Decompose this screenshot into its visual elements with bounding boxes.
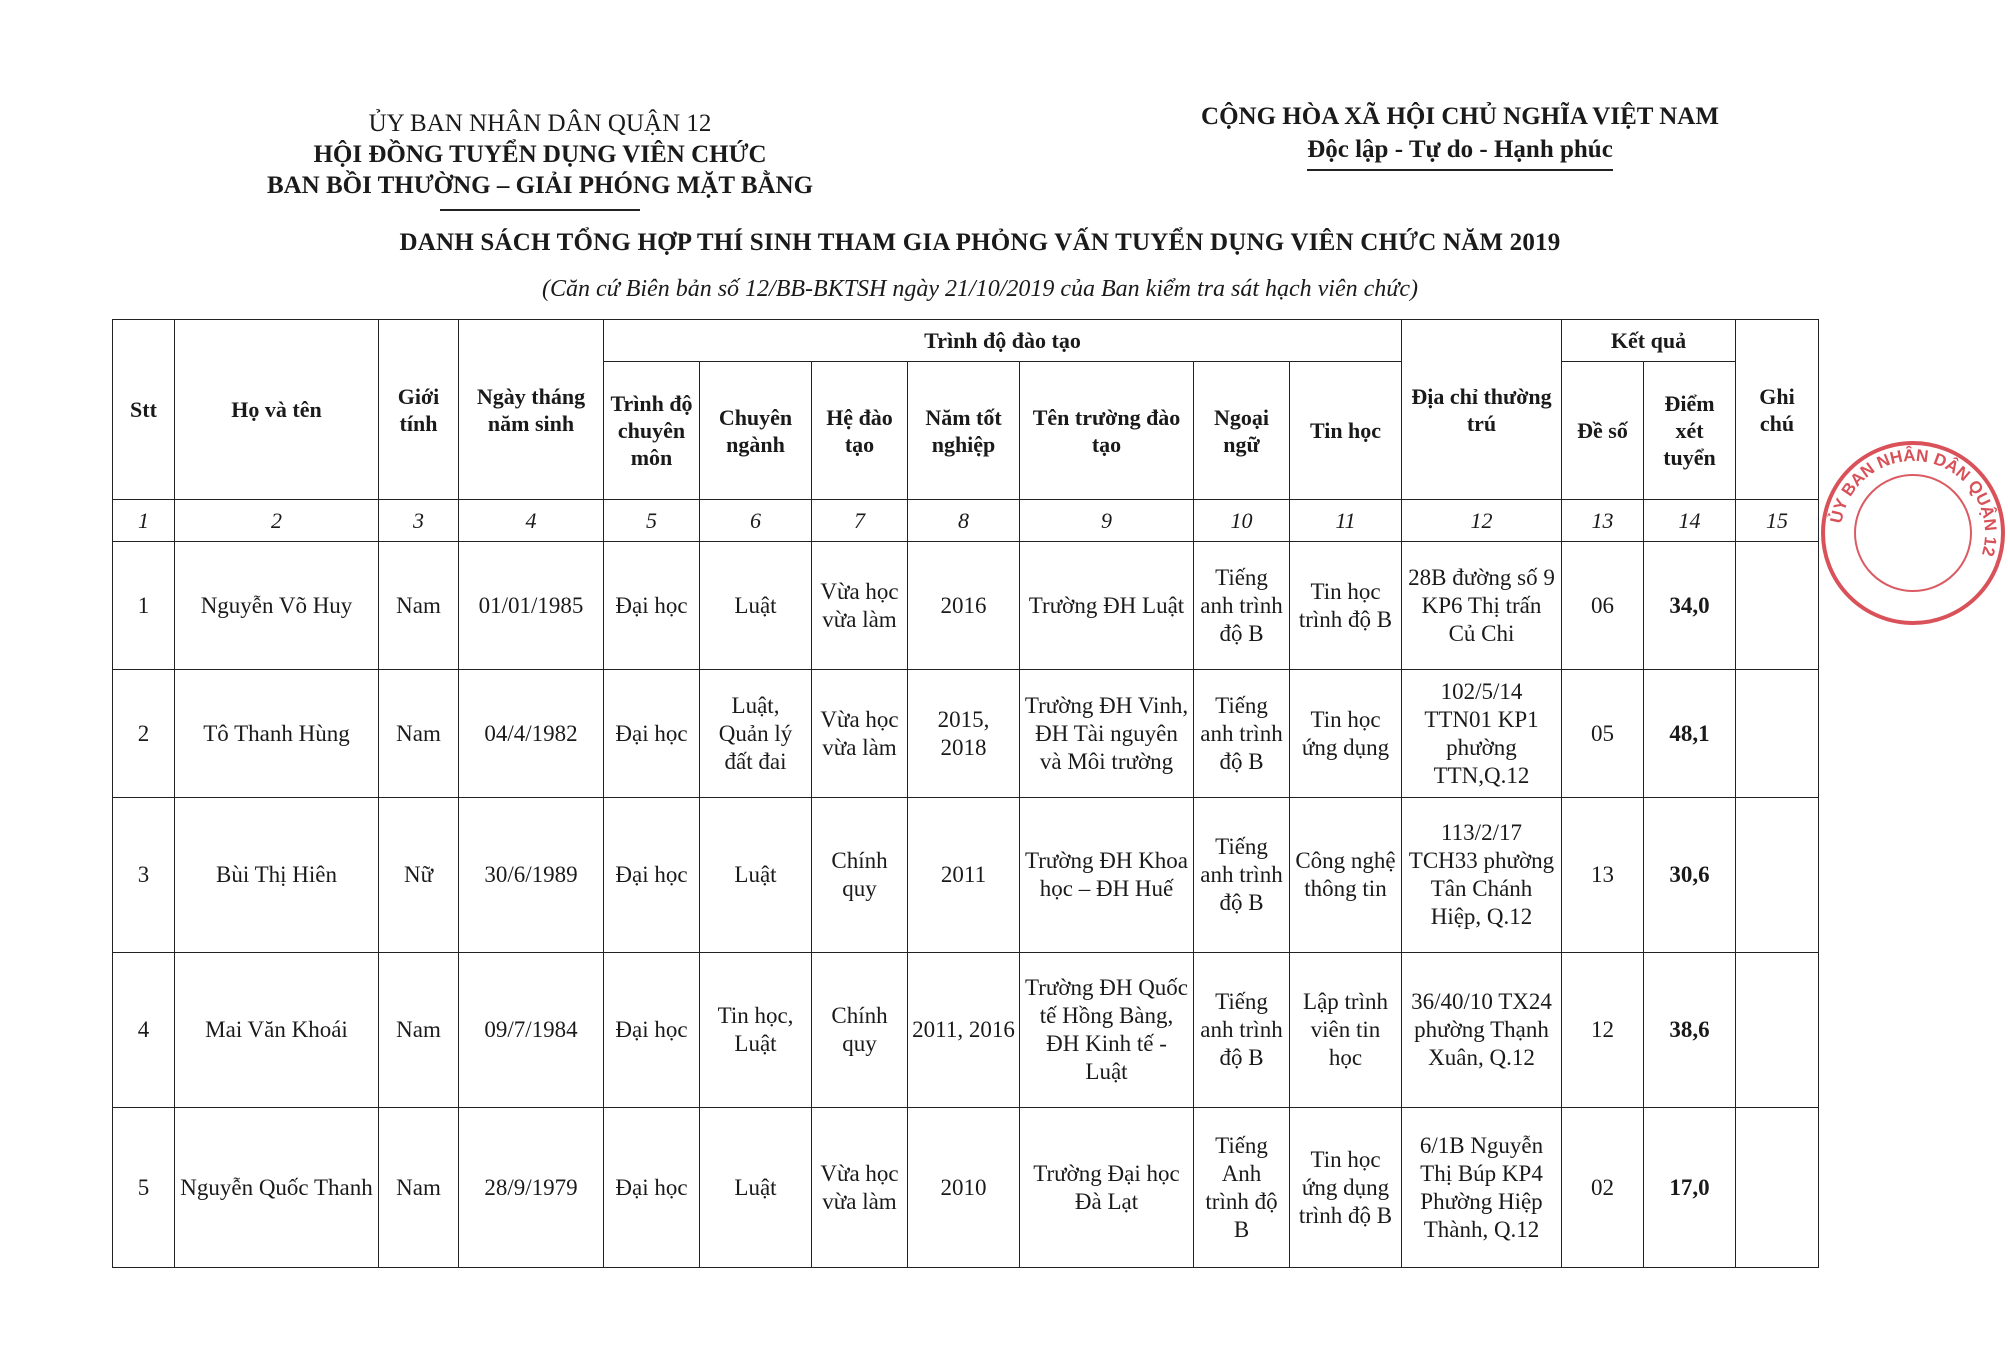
col-header-note: Ghi chú	[1736, 320, 1819, 500]
cell-it: Tin học ứng dụng trình độ B	[1290, 1108, 1402, 1268]
cell-it: Tin học ứng dụng	[1290, 670, 1402, 798]
table-row	[113, 670, 1819, 798]
cell-exam-no: 06	[1562, 542, 1644, 670]
cell-exam-no: 02	[1562, 1108, 1644, 1268]
cell-address: 102/5/14 TTN01 KP1 phường TTN,Q.12	[1402, 670, 1562, 798]
cell-school: Trường Đại học Đà Lạt	[1020, 1108, 1194, 1268]
col-header-name: Họ và tên	[175, 320, 379, 500]
column-index-row	[113, 500, 1819, 542]
cell-stt: 4	[113, 953, 175, 1108]
col-header-result-group: Kết quả	[1562, 320, 1736, 362]
cell-exam-no: 12	[1562, 953, 1644, 1108]
national-motto-header	[1160, 100, 1760, 171]
cell-dob: 30/6/1989	[459, 798, 604, 953]
cell-it: Lập trình viên tin học	[1290, 953, 1402, 1108]
column-index: 3	[379, 500, 459, 542]
cell-name: Nguyễn Võ Huy	[175, 542, 379, 670]
column-index: 10	[1194, 500, 1290, 542]
authority-line-3: BAN BỒI THƯỜNG – GIẢI PHÓNG MẶT BẰNG	[266, 172, 814, 199]
col-header-training-group: Trình độ đào tạo	[604, 320, 1402, 362]
cell-exam-no: 05	[1562, 670, 1644, 798]
col-header-mode: Hệ đào tạo	[812, 362, 908, 500]
cell-level: Đại học	[604, 798, 700, 953]
candidate-table	[112, 319, 1819, 1268]
cell-major: Luật	[700, 1108, 812, 1268]
cell-major: Luật	[700, 542, 812, 670]
column-index: 11	[1290, 500, 1402, 542]
cell-major: Tin học, Luật	[700, 953, 812, 1108]
cell-score: 34,0	[1644, 542, 1736, 670]
col-header-dob: Ngày tháng năm sinh	[459, 320, 604, 500]
cell-note	[1736, 1108, 1819, 1268]
cell-grad-year: 2015, 2018	[908, 670, 1020, 798]
column-index: 1	[113, 500, 175, 542]
cell-school: Trường ĐH Khoa học – ĐH Huế	[1020, 798, 1194, 953]
col-header-grad-year: Năm tốt nghiệp	[908, 362, 1020, 500]
cell-it: Tin học trình độ B	[1290, 542, 1402, 670]
cell-name: Mai Văn Khoái	[175, 953, 379, 1108]
cell-name: Tô Thanh Hùng	[175, 670, 379, 798]
cell-mode: Chính quy	[812, 953, 908, 1108]
col-header-exam-no: Đề số	[1562, 362, 1644, 500]
cell-school: Trường ĐH Quốc tế Hồng Bàng, ĐH Kinh tế - Luật	[1020, 953, 1194, 1108]
cell-stt: 2	[113, 670, 175, 798]
cell-score: 17,0	[1644, 1108, 1736, 1268]
cell-address: 28B đường số 9 KP6 Thị trấn Củ Chi	[1402, 542, 1562, 670]
national-motto: Độc lập - Tự do - Hạnh phúc	[1307, 133, 1613, 171]
cell-score: 48,1	[1644, 670, 1736, 798]
cell-score: 38,6	[1644, 953, 1736, 1108]
cell-level: Đại học	[604, 953, 700, 1108]
cell-language: Tiếng anh trình độ B	[1194, 542, 1290, 670]
cell-level: Đại học	[604, 670, 700, 798]
cell-gender: Nữ	[379, 798, 459, 953]
country-name: CỘNG HÒA XÃ HỘI CHỦ NGHĨA VIỆT NAM	[1201, 103, 1719, 130]
cell-gender: Nam	[379, 670, 459, 798]
column-index: 8	[908, 500, 1020, 542]
cell-address: 113/2/17 TCH33 phường Tân Chánh Hiệp, Q.12	[1402, 798, 1562, 953]
cell-grad-year: 2016	[908, 542, 1020, 670]
cell-dob: 01/01/1985	[459, 542, 604, 670]
issuing-authority-header	[250, 108, 830, 211]
table-row	[113, 798, 1819, 953]
cell-major: Luật	[700, 798, 812, 953]
cell-stt: 5	[113, 1108, 175, 1268]
authority-line-2: HỘI ĐỒNG TUYỂN DỤNG VIÊN CHỨC	[313, 141, 767, 168]
col-header-it: Tin học	[1290, 362, 1402, 500]
cell-exam-no: 13	[1562, 798, 1644, 953]
cell-level: Đại học	[604, 542, 700, 670]
cell-language: Tiếng anh trình độ B	[1194, 798, 1290, 953]
cell-language: Tiếng anh trình độ B	[1194, 953, 1290, 1108]
col-header-school: Tên trường đào tạo	[1020, 362, 1194, 500]
cell-mode: Vừa học vừa làm	[812, 542, 908, 670]
cell-gender: Nam	[379, 953, 459, 1108]
cell-stt: 3	[113, 798, 175, 953]
col-header-address: Địa chỉ thường trú	[1402, 320, 1562, 500]
column-index: 15	[1736, 500, 1819, 542]
cell-note	[1736, 542, 1819, 670]
col-header-major: Chuyên ngành	[700, 362, 812, 500]
cell-gender: Nam	[379, 1108, 459, 1268]
col-header-score: Điểm xét tuyển	[1644, 362, 1736, 500]
cell-mode: Chính quy	[812, 798, 908, 953]
cell-grad-year: 2011, 2016	[908, 953, 1020, 1108]
header-divider	[440, 209, 640, 211]
cell-note	[1736, 798, 1819, 953]
col-header-stt: Stt	[113, 320, 175, 500]
cell-grad-year: 2011	[908, 798, 1020, 953]
cell-name: Bùi Thị Hiên	[175, 798, 379, 953]
cell-note	[1736, 670, 1819, 798]
cell-major: Luật, Quản lý đất đai	[700, 670, 812, 798]
table-row	[113, 1108, 1819, 1268]
cell-address: 6/1B Nguyễn Thị Búp KP4 Phường Hiệp Thành, Q.12	[1402, 1108, 1562, 1268]
cell-score: 30,6	[1644, 798, 1736, 953]
column-index: 7	[812, 500, 908, 542]
table-row	[113, 953, 1819, 1108]
col-header-language: Ngoại ngữ	[1194, 362, 1290, 500]
cell-it: Công nghệ thông tin	[1290, 798, 1402, 953]
cell-dob: 04/4/1982	[459, 670, 604, 798]
col-header-level: Trình độ chuyên môn	[604, 362, 700, 500]
column-index: 5	[604, 500, 700, 542]
table-row	[113, 542, 1819, 670]
cell-note	[1736, 953, 1819, 1108]
column-index: 6	[700, 500, 812, 542]
cell-mode: Vừa học vừa làm	[812, 1108, 908, 1268]
cell-address: 36/40/10 TX24 phường Thạnh Xuân, Q.12	[1402, 953, 1562, 1108]
cell-grad-year: 2010	[908, 1108, 1020, 1268]
document-subtitle: (Căn cứ Biên bản số 12/BB-BKTSH ngày 21/10/2019 của Ban kiểm tra sát hạch viên chức)	[541, 276, 1419, 302]
svg-text:ỦY BAN NHÂN DÂN QUẬN 12	[1827, 446, 2001, 558]
cell-mode: Vừa học vừa làm	[812, 670, 908, 798]
stamp-text: ỦY BAN NHÂN DÂN QUẬN 12	[1826, 445, 2001, 559]
cell-language: Tiếng Anh trình độ B	[1194, 1108, 1290, 1268]
cell-school: Trường ĐH Vinh, ĐH Tài nguyên và Môi trường	[1020, 670, 1194, 798]
column-index: 14	[1644, 500, 1736, 542]
official-seal-stamp	[1818, 438, 2008, 628]
column-index: 2	[175, 500, 379, 542]
column-index: 12	[1402, 500, 1562, 542]
cell-name: Nguyễn Quốc Thanh	[175, 1108, 379, 1268]
cell-gender: Nam	[379, 542, 459, 670]
cell-stt: 1	[113, 542, 175, 670]
authority-line-1: ỦY BAN NHÂN DÂN QUẬN 12	[368, 110, 712, 137]
cell-dob: 09/7/1984	[459, 953, 604, 1108]
document-title: DANH SÁCH TỔNG HỢP THÍ SINH THAM GIA PHỎNG VẤN TUYỂN DỤNG VIÊN CHỨC NĂM 2019	[399, 229, 1561, 256]
col-header-gender: Giới tính	[379, 320, 459, 500]
cell-dob: 28/9/1979	[459, 1108, 604, 1268]
cell-level: Đại học	[604, 1108, 700, 1268]
column-index: 9	[1020, 500, 1194, 542]
cell-language: Tiếng anh trình độ B	[1194, 670, 1290, 798]
column-index: 13	[1562, 500, 1644, 542]
header-row-1	[113, 320, 1819, 362]
column-index: 4	[459, 500, 604, 542]
cell-school: Trường ĐH Luật	[1020, 542, 1194, 670]
